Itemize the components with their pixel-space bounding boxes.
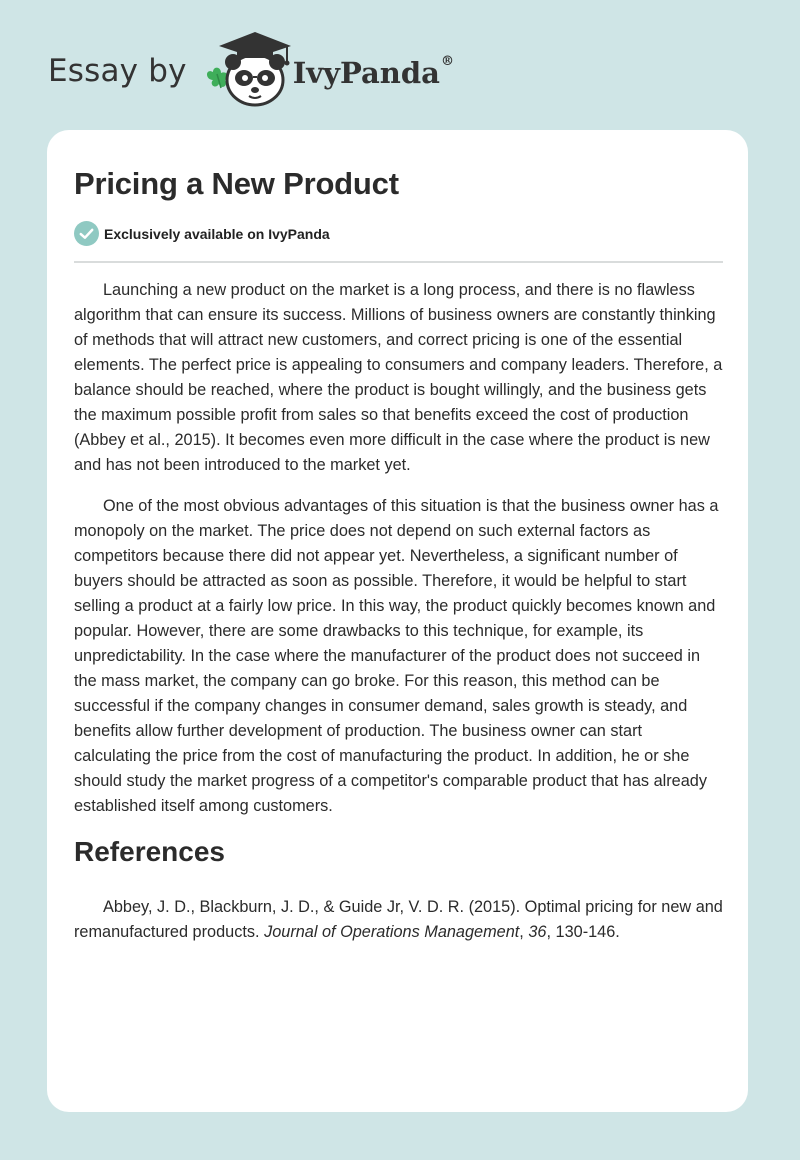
page-title: Pricing a New Product	[74, 166, 399, 201]
essay-body	[74, 278, 723, 835]
reference-pages: , 130-146.	[546, 923, 620, 941]
reference-authors: Abbey, J. D., Blackburn, J. D., & Guide Jr, V. D. R. (2015). Optimal pricing for new and remanufactured products.	[74, 898, 723, 941]
paragraph: Launching a new product on the market is a long process, and there is no flawless algorithm that can ensure its success. Millions of business owners are constantly thinking of methods that will attract new customers, and correct pricing is one of the essential elements. The perfect price is appealing to consumers and company leaders. Therefore, a balance should be reached, where the product is bought willingly, and the business gets the maximum possible profit from sales so that benefits exceed the cost of production (Abbey et al., 2015). It becomes even more difficult in the case where the product is new and has not been introduced to the market yet.	[74, 281, 723, 474]
exclusive-label: Exclusively available on IvyPanda	[104, 225, 330, 242]
paragraph: One of the most obvious advantages of this situation is that the business owner has a monopoly on the market. The price does not depend on such external factors as competitors because there did not appear yet. Nevertheless, a significant number of buyers should be attracted as soon as possible. Therefore, it would be helpful to start selling a product at a fairly low price. In this way, the product quickly becomes known and popular. However, there are some drawbacks to this technique, for example, its unpredictability. In the case where the manufacturer of the product does not succeed in the mass market, the company can go broke. For this reason, this method can be successful if the company changes in consumer demand, sales growth is steady, and benefits allow further development of production. The business owner can start calculating the price from the cost of manufacturing the product. In addition, he or she should study the market progress of a competitor's comparable product that has already established itself among customers.	[74, 497, 719, 815]
registered-mark: ®	[440, 54, 454, 69]
brand-prefix: Essay by	[48, 53, 187, 89]
brand-logo[interactable]	[48, 30, 454, 110]
panda-mascot-icon	[199, 28, 299, 108]
essay-card	[47, 130, 748, 1112]
reference-sep: ,	[519, 923, 529, 941]
exclusive-badge	[74, 221, 330, 246]
references-heading: References	[74, 836, 225, 867]
reference-entry	[74, 895, 723, 945]
reference-journal: Journal of Operations Management	[264, 923, 520, 941]
brand-name: IvyPanda®	[292, 54, 454, 90]
divider	[74, 261, 723, 263]
reference-volume: 36	[528, 923, 547, 941]
check-circle-icon	[74, 221, 99, 246]
